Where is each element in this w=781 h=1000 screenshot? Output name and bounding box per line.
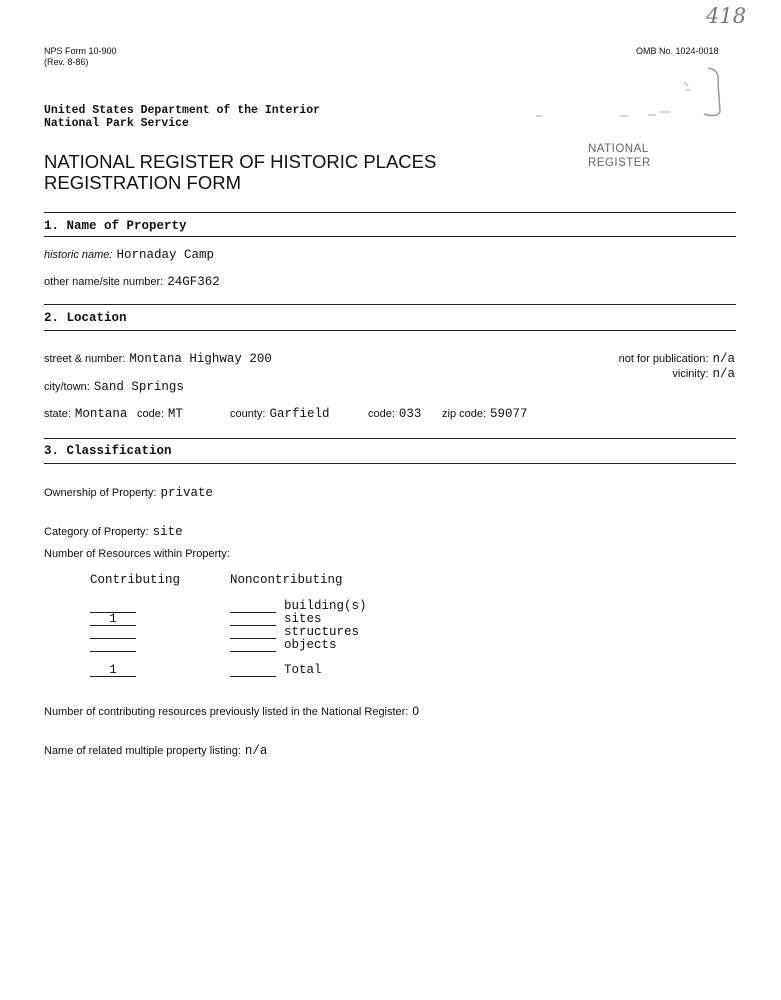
- resource-type: building(s): [284, 599, 367, 613]
- section-divider: [44, 438, 736, 439]
- multiple-property-field: [44, 741, 267, 759]
- contributing-blank: [90, 638, 136, 639]
- noncontributing-blank: [230, 676, 276, 677]
- previously-listed-value: 0: [412, 704, 420, 718]
- previously-listed-field: [44, 702, 419, 720]
- stamp-register: REGISTER: [588, 157, 651, 169]
- section-divider: [44, 330, 736, 331]
- state-code-value: MT: [167, 407, 183, 421]
- agency-name: National Park Service: [44, 117, 189, 130]
- section-2-heading: 2. Location: [44, 311, 127, 325]
- contributing-blank: [90, 676, 136, 677]
- vicinity-field: [672, 364, 735, 382]
- department-name: United States Department of the Interior: [44, 104, 321, 117]
- state-code-field: [137, 404, 183, 422]
- county-label: county:: [230, 408, 266, 420]
- vicinity-value: n/a: [712, 367, 735, 381]
- other-name-field: [44, 272, 220, 290]
- category-field: [44, 522, 183, 540]
- noncontributing-blank: [230, 612, 276, 613]
- state-field: [44, 404, 127, 422]
- contributing-blank: [90, 625, 136, 626]
- state-code-label: code:: [137, 408, 164, 420]
- noncontributing-column-header: Noncontributing: [230, 573, 343, 587]
- ownership-field: [44, 483, 213, 501]
- not-for-publication-value: n/a: [712, 352, 735, 366]
- county-code-label: code:: [368, 408, 395, 420]
- ownership-label: Ownership of Property:: [44, 487, 157, 499]
- city-field: [44, 377, 184, 395]
- county-value: Garfield: [269, 407, 330, 421]
- vicinity-label: vicinity:: [672, 368, 709, 380]
- total-label: Total: [284, 663, 322, 677]
- stamp-national: NATIONAL: [588, 143, 649, 155]
- county-code-value: 033: [398, 407, 422, 421]
- section-1-heading: 1. Name of Property: [44, 219, 187, 233]
- omb-number: OMB No. 1024-0018: [636, 46, 719, 56]
- form-title-line2: REGISTRATION FORM: [44, 172, 241, 193]
- noncontributing-blank: [230, 638, 276, 639]
- state-label: state:: [44, 408, 71, 420]
- section-divider: [44, 212, 736, 213]
- zip-field: [442, 404, 528, 422]
- county-code-field: [368, 404, 421, 422]
- noncontributing-blank: [230, 651, 276, 652]
- section-3-heading: 3. Classification: [44, 444, 172, 458]
- section-divider: [44, 236, 736, 237]
- contributing-column-header: Contributing: [90, 573, 181, 587]
- other-name-label: other name/site number:: [44, 276, 164, 288]
- section-divider: [44, 304, 736, 305]
- multiple-property-value: n/a: [244, 744, 268, 758]
- handwritten-number: 418: [706, 4, 747, 28]
- previously-listed-label: Number of contributing resources previously listed in the National Register:: [44, 706, 409, 718]
- contributing-blank: [90, 651, 136, 652]
- form-revision: (Rev. 8-86): [44, 57, 89, 67]
- street-value: Montana Highway 200: [129, 352, 272, 366]
- category-value: site: [152, 525, 183, 539]
- section-divider: [44, 463, 736, 464]
- historic-name-label: historic name:: [44, 249, 113, 261]
- historic-name-value: Hornaday Camp: [116, 248, 215, 262]
- form-number: NPS Form 10-900: [44, 46, 117, 56]
- state-value: Montana: [74, 407, 128, 421]
- street-field: [44, 349, 272, 367]
- multiple-property-label: Name of related multiple property listing:: [44, 745, 241, 757]
- county-field: [230, 404, 329, 422]
- resource-type: structures: [284, 625, 360, 639]
- form-title-line1: NATIONAL REGISTER OF HISTORIC PLACES: [44, 151, 437, 172]
- city-value: Sand Springs: [93, 380, 184, 394]
- noncontributing-blank: [230, 625, 276, 626]
- contributing-total: 1: [109, 663, 117, 677]
- receipt-stamp-marks: [530, 60, 730, 130]
- street-label: street & number:: [44, 353, 126, 365]
- zip-value: 59077: [490, 407, 528, 421]
- contributing-count: 1: [109, 612, 117, 626]
- resource-type: sites: [284, 612, 322, 626]
- resource-type: objects: [284, 638, 337, 652]
- not-for-publication-label: not for publication:: [618, 353, 709, 365]
- city-label: city/town:: [44, 381, 90, 393]
- other-name-value: 24GF362: [167, 275, 220, 289]
- category-label: Category of Property:: [44, 526, 149, 538]
- zip-label: zip code:: [442, 408, 487, 420]
- resources-label: Number of Resources within Property:: [44, 548, 230, 560]
- ownership-value: private: [160, 486, 214, 500]
- historic-name-field: [44, 245, 214, 263]
